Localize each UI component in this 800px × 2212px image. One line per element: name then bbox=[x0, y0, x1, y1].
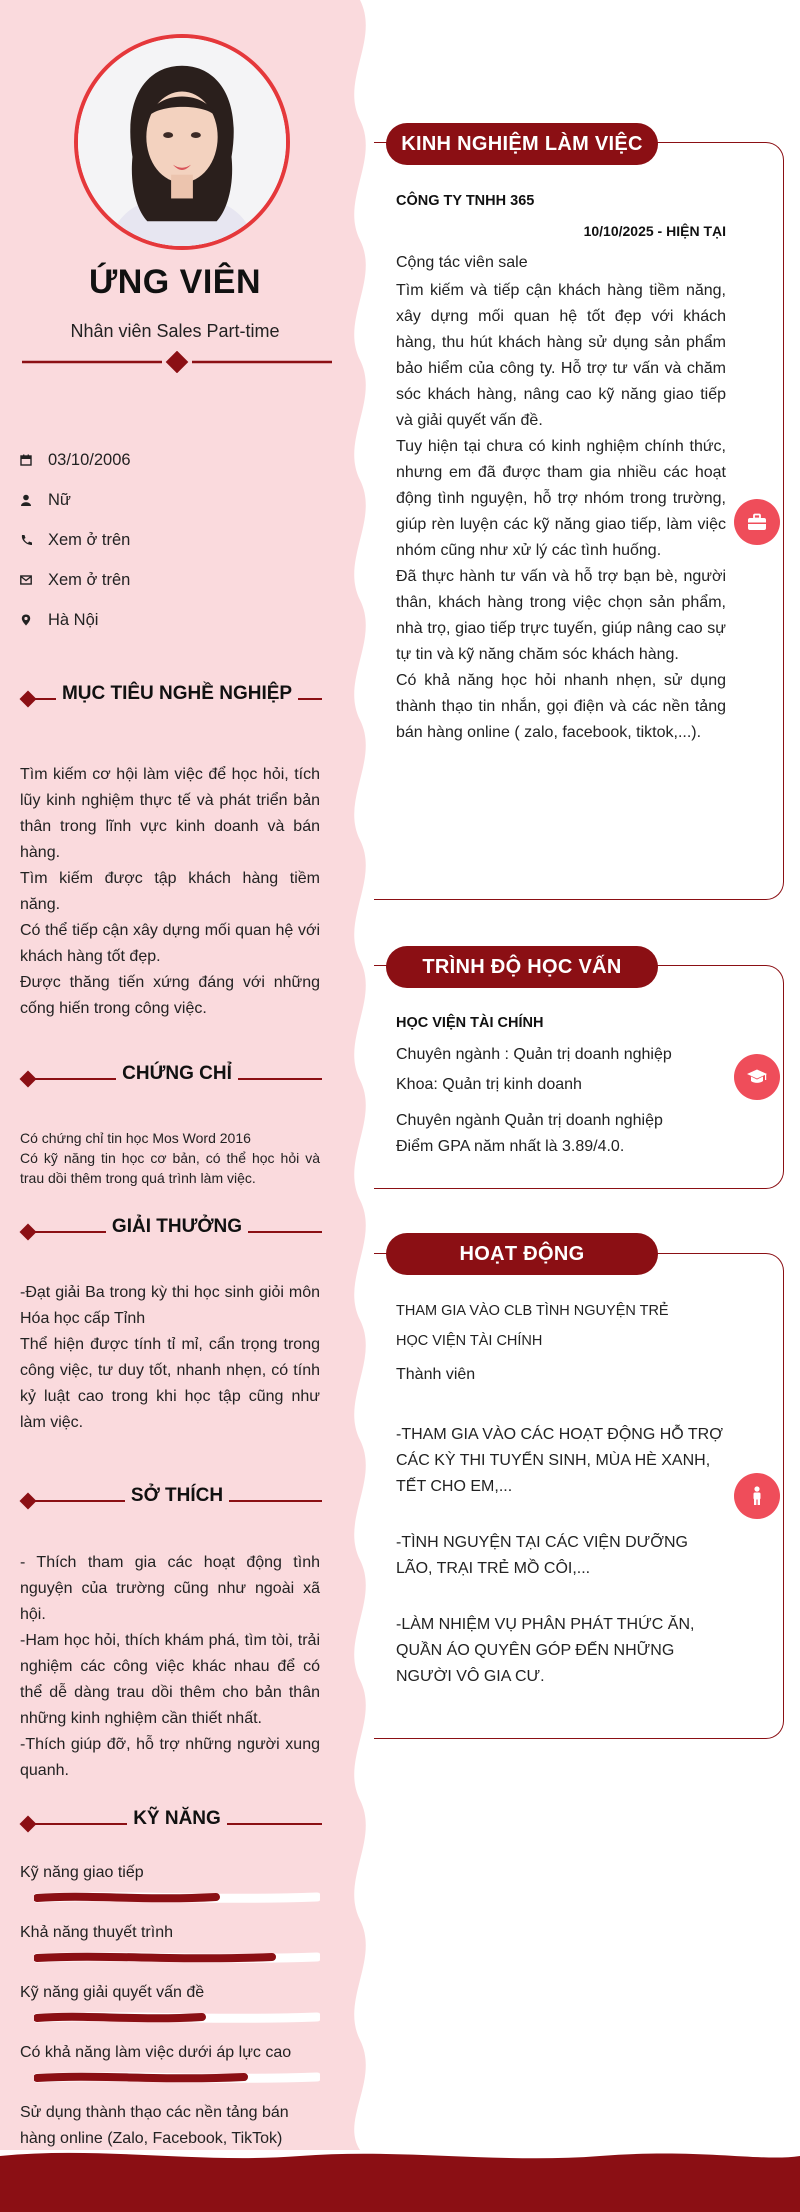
info-birthdate bbox=[20, 440, 340, 480]
experience-paragraph: Đã thực hành tư vấn và hỗ trợ bạn bè, người thân, khách hàng trong việc chọn sản phẩm, nhà trọ, giao tiếp trực tuyến, giúp nâng cao sự tự tin và kỹ năng chăm sóc khách hàng. bbox=[396, 568, 726, 663]
objective-paragraph: Có thể tiếp cận xây dựng mối quan hệ với khách hàng tốt đẹp. bbox=[20, 922, 320, 965]
skill-bar-graphic bbox=[34, 1952, 320, 1964]
skill-bar-graphic bbox=[34, 1892, 320, 1904]
skill-item bbox=[20, 1980, 320, 2024]
education-detail-major: Chuyên ngành Quản trị doanh nghiệp bbox=[396, 1112, 663, 1129]
avatar bbox=[74, 34, 290, 250]
graduation-cap-icon bbox=[734, 1054, 780, 1100]
skills-list bbox=[20, 1860, 320, 2186]
skill-label: Kỹ năng giải quyết vấn đề bbox=[20, 1984, 205, 2001]
experience-company: CÔNG TY TNHH 365 bbox=[396, 193, 535, 209]
objective-text bbox=[20, 762, 320, 1022]
activities-title: HOẠT ĐỘNG bbox=[386, 1233, 658, 1275]
skill-bar-fill bbox=[37, 2017, 202, 2019]
skill-item bbox=[20, 1920, 320, 1964]
activities-body bbox=[396, 1298, 726, 1690]
experience-position: Cộng tác viên sale bbox=[396, 254, 528, 271]
skill-bar-fill bbox=[37, 1957, 272, 1959]
education-gpa: Điểm GPA năm nhất là 3.89/4.0. bbox=[396, 1138, 625, 1155]
calendar-icon bbox=[20, 454, 48, 466]
candidate-role: Nhân viên Sales Part-time bbox=[70, 321, 280, 341]
experience-paragraph: Tuy hiện tại chưa có kinh nghiệm chính thức, nhưng em đã được tham gia nhiều các hoạt động tình nguyện, hỗ trợ nhóm trong trường, giúp rèn luyện các kỹ năng giao tiếp, làm việc nhóm cũng như xử lý các tình huống. bbox=[396, 438, 726, 559]
skill-bar-fill bbox=[37, 1897, 216, 1899]
location-pin-icon bbox=[20, 614, 48, 626]
skill-label: Kỹ năng giao tiếp bbox=[20, 1864, 144, 1881]
objective-paragraph: Tìm kiếm được tập khách hàng tiềm năng. bbox=[20, 870, 320, 913]
info-gender bbox=[20, 480, 340, 520]
experience-paragraph: Có khả năng học hỏi nhanh nhẹn, sử dụng thành thạo tin nhắn, gọi điện và các nền tảng bán hàng online ( zalo, facebook, tiktok,...). bbox=[396, 672, 726, 741]
certificates-text bbox=[20, 1128, 320, 1188]
activities-item: -TÌNH NGUYỆN TẠI CÁC VIỆN DƯỠNG LÃO, TRẠI TRẺ MỒ CÔI,... bbox=[396, 1534, 688, 1577]
skill-label: Sử dụng thành thạo các nền tảng bán hàng online (Zalo, Facebook, TikTok) bbox=[20, 2104, 289, 2147]
info-phone bbox=[20, 520, 340, 560]
skills-title: KỸ NĂNG bbox=[127, 1808, 227, 1829]
skill-item bbox=[20, 2040, 320, 2084]
info-location-text: Hà Nội bbox=[48, 610, 99, 629]
info-gender-text: Nữ bbox=[48, 490, 71, 509]
awards-paragraph: Thể hiện được tính tỉ mỉ, cẩn trọng trong công việc, tư duy tốt, nhanh nhẹn, có tính kỷ luật cao trong khi học tập cũng như làm việc. bbox=[20, 1336, 320, 1431]
objective-heading bbox=[22, 683, 322, 713]
objective-title: MỤC TIÊU NGHỀ NGHIỆP bbox=[56, 683, 298, 704]
awards-paragraph: -Đạt giải Ba trong kỳ thi học sinh giỏi môn Hóa học cấp Tỉnh bbox=[20, 1284, 320, 1327]
skill-bar-graphic bbox=[34, 2072, 320, 2084]
skills-heading bbox=[22, 1808, 322, 1838]
experience-body bbox=[396, 188, 726, 746]
activities-org-line1: THAM GIA VÀO CLB TÌNH NGUYỆN TRẺ bbox=[396, 1303, 669, 1319]
education-body bbox=[396, 1010, 726, 1160]
objective-paragraph: Tìm kiếm cơ hội làm việc để học hỏi, tích lũy kinh nghiệm thực tế và phát triển bản thân trong lĩnh vực kinh doanh và bán hàng. bbox=[20, 766, 320, 861]
hobbies-paragraph: - Thích tham gia các hoạt động tình nguyện của trường cũng như ngoài xã hội. bbox=[20, 1554, 320, 1623]
awards-text bbox=[20, 1280, 320, 1436]
name-divider bbox=[22, 351, 332, 373]
info-email-text: Xem ở trên bbox=[48, 570, 131, 589]
certificates-heading bbox=[22, 1063, 322, 1093]
certificates-paragraph: Có chứng chỉ tin học Mos Word 2016 bbox=[20, 1130, 251, 1146]
info-location bbox=[20, 600, 340, 640]
activities-org-line2: HỌC VIỆN TÀI CHÍNH bbox=[396, 1333, 543, 1349]
skill-bar-graphic bbox=[34, 2012, 320, 2024]
awards-title: GIẢI THƯỞNG bbox=[106, 1216, 248, 1237]
skill-bar bbox=[34, 1892, 320, 1904]
activities-item: -LÀM NHIỆM VỤ PHÂN PHÁT THỨC ĂN, QUẦN ÁO QUYÊN GÓP ĐẾN NHỮNG NGƯỜI VÔ GIA CƯ. bbox=[396, 1616, 695, 1685]
skill-label: Khả năng thuyết trình bbox=[20, 1924, 173, 1941]
education-title: TRÌNH ĐỘ HỌC VẤN bbox=[386, 946, 658, 988]
skill-bar-fill bbox=[37, 2077, 244, 2079]
activities-role: Thành viên bbox=[396, 1366, 476, 1383]
education-faculty: Khoa: Quản trị kinh doanh bbox=[396, 1076, 582, 1093]
personal-info bbox=[20, 440, 340, 640]
candidate-name: ỨNG VIÊN bbox=[88, 263, 261, 301]
experience-paragraph: Tìm kiếm và tiếp cận khách hàng tiềm năng, xây dựng mối quan hệ tốt đẹp với khách hàng, thu hút khách hàng sử dụng sản phẩm bảo hiểm của công ty. Hỗ trợ tư vấn và chăm sóc khách hàng, nâng cao kỹ năng giao tiếp và giải quyết vấn đề. bbox=[396, 282, 726, 429]
experience-title: KINH NGHIỆM LÀM VIỆC bbox=[386, 123, 658, 165]
certificates-title: CHỨNG CHỈ bbox=[116, 1063, 238, 1084]
skill-bar bbox=[34, 2012, 320, 2024]
skill-bar bbox=[34, 2072, 320, 2084]
briefcase-icon bbox=[734, 499, 780, 545]
activities-item: -THAM GIA VÀO CÁC HOẠT ĐỘNG HỖ TRỢ CÁC KỲ THI TUYỂN SINH, MÙA HÈ XANH, TẾT CHO EM,... bbox=[396, 1426, 723, 1495]
education-school: HỌC VIỆN TÀI CHÍNH bbox=[396, 1015, 544, 1031]
certificates-paragraph: Có kỹ năng tin học cơ bản, có thể học hỏi và trau dồi thêm trong quá trình làm việc. bbox=[20, 1150, 320, 1186]
hobbies-text bbox=[20, 1550, 320, 1784]
info-birthdate-text: 03/10/2006 bbox=[48, 450, 131, 469]
footer-band bbox=[0, 2150, 800, 2212]
awards-heading bbox=[22, 1216, 322, 1246]
education-major: Chuyên ngành : Quản trị doanh nghiệp bbox=[396, 1046, 672, 1063]
phone-icon bbox=[20, 534, 48, 546]
hobbies-title: SỞ THÍCH bbox=[125, 1485, 229, 1506]
info-email bbox=[20, 560, 340, 600]
skill-label: Có khả năng làm việc dưới áp lực cao bbox=[20, 2044, 292, 2061]
skill-bar bbox=[34, 1952, 320, 1964]
hobbies-paragraph: -Thích giúp đỡ, hỗ trợ những người xung quanh. bbox=[20, 1736, 320, 1779]
hobbies-heading bbox=[22, 1485, 322, 1515]
skill-item bbox=[20, 1860, 320, 1904]
person-standing-icon bbox=[734, 1473, 780, 1519]
email-icon bbox=[20, 574, 48, 586]
person-icon bbox=[20, 494, 48, 506]
info-phone-text: Xem ở trên bbox=[48, 530, 131, 549]
hobbies-paragraph: -Ham học hỏi, thích khám phá, tìm tòi, trải nghiệm các công việc khác nhau để có thể dễ dàng trau dồi thêm cho bản thân những kinh nghiệm cần thiết nhất. bbox=[20, 1632, 320, 1727]
objective-paragraph: Được thăng tiến xứng đáng với những cống hiến trong công việc. bbox=[20, 974, 320, 1017]
experience-date: 10/10/2025 - HIỆN TẠI bbox=[583, 223, 726, 239]
